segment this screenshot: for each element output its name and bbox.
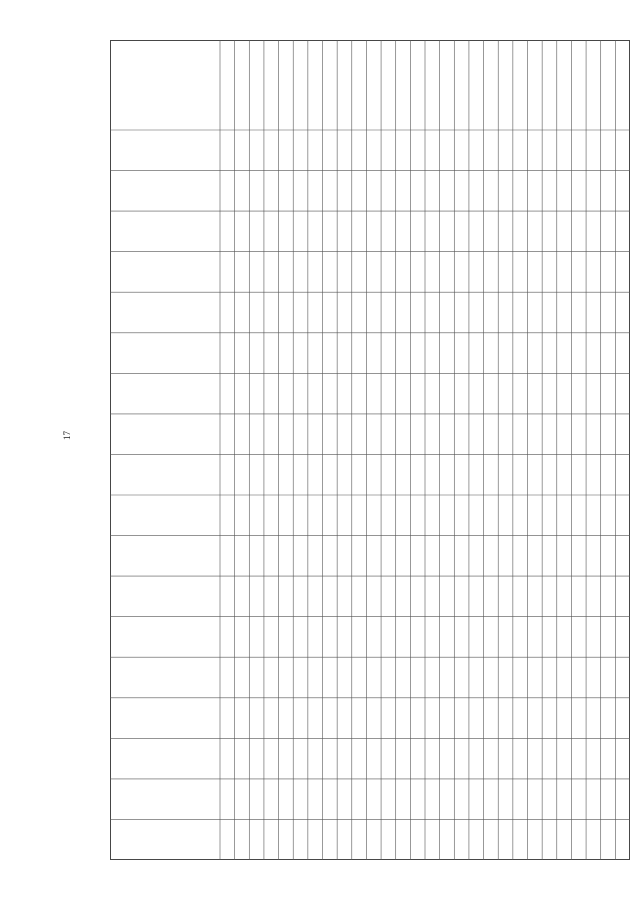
table-grid <box>110 40 630 860</box>
data-table <box>110 40 630 860</box>
table-border <box>111 41 630 860</box>
page-number: 17 <box>62 431 72 440</box>
